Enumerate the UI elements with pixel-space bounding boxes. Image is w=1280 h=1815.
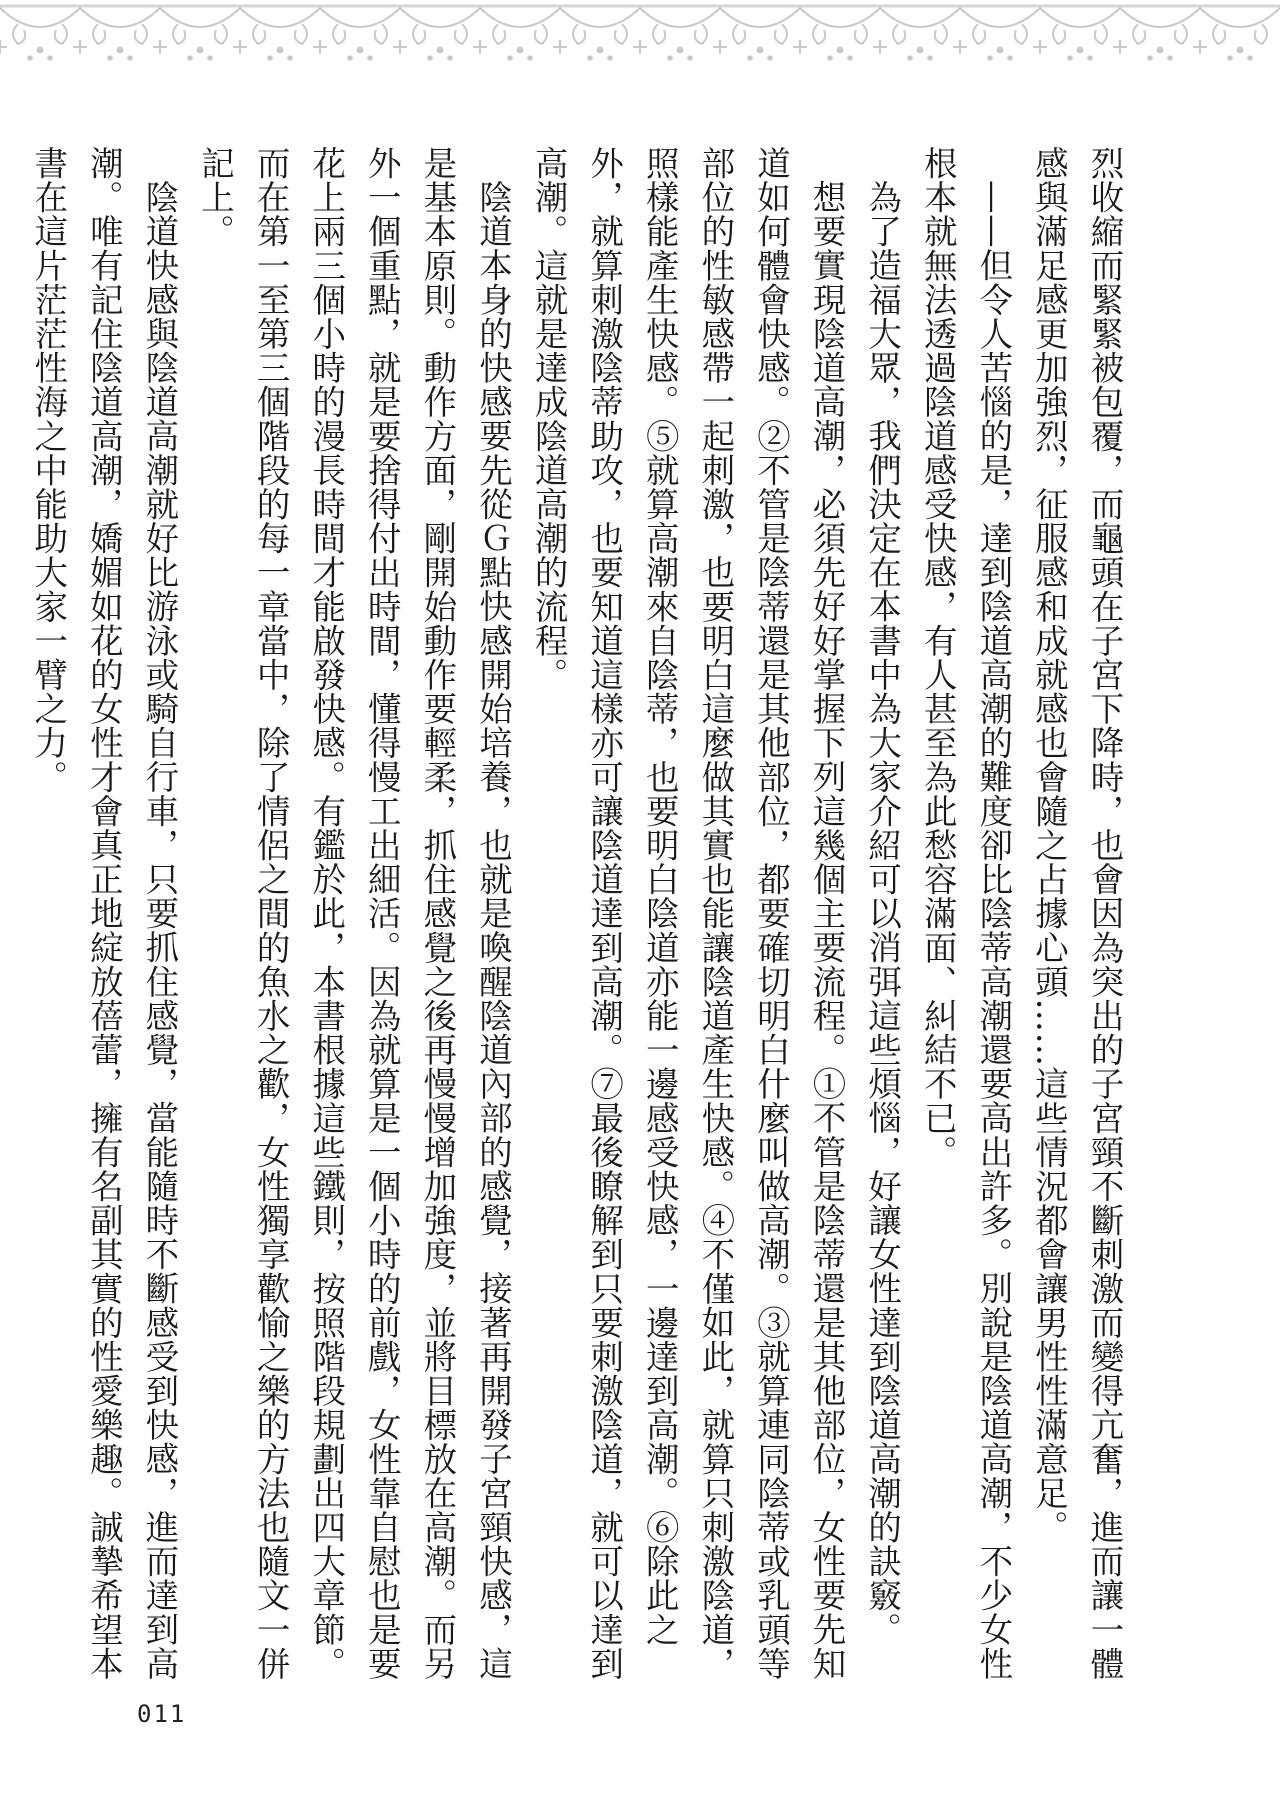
page-number: 011 bbox=[137, 1700, 187, 1728]
paragraph-6: 陰道快感與陰道高潮就好比游泳或騎自行車，只要抓住感覺，當能隨時不斷感受到快感，進而達到高潮。唯有記住陰道高潮，嬌媚如花的女性才會真正地綻放蓓蕾，擁有名副其實的性愛樂趣。誠摯希望本書在這片茫茫性海之中能助大家一臂之力。 bbox=[28, 146, 179, 1681]
paragraph-2: ——但令人苦惱的是，達到陰道高潮的難度卻比陰蒂高潮還要高出許多。別說是陰道高潮，不少女性根本就無法透過陰道感受快感，有人甚至為此愁容滿面、糾結不已。 bbox=[918, 146, 1013, 1680]
paragraph-4: 想要實現陰道高潮，必須先好好掌握下列這幾個主要流程。①不管是陰蒂還是其他部位，女性要先知道如何體會快感。②不管是陰蒂還是其他部位，都要確切明白什麼叫做高潮。③就算連同陰蒂或乳頭等部位的性敏感帶一起刺激，也要明白這麼做其實也能讓陰道產生快感。④不僅如此，就算只刺激陰道，照樣能產生快感。⑤就算高潮來自陰蒂，也要明白陰道亦能一邊感受快感，一邊達到高潮。⑥除此之外，就算刺激陰蒂助攻，也要知道這樣亦可讓陰道達到高潮。⑦最後瞭解到只要刺激陰道，就可以達到高潮。這就是達成陰道高潮的流程。 bbox=[529, 146, 847, 1681]
decorative-lace-border bbox=[0, 0, 1280, 76]
paragraph-1: 烈收縮而緊緊被包覆，而龜頭在子宮下降時，也會因為突出的子宮頸不斷刺激而變得亢奮，進而讓一體感與滿足感更加強烈，征服感和成就感也會隨之占據心頭……這些情況都會讓男性性滿意足。 bbox=[1029, 146, 1124, 1681]
body-text bbox=[28, 146, 1132, 1708]
paragraph-5: 陰道本身的快感要先從Ｇ點快感開始培養，也就是喚醒陰道內部的感覺，接著再開發子宮頸快感，這是基本原則。動作方面，剛開始動作要輕柔，抓住感覺之後再慢慢增加強度，並將目標放在高潮。而另外一個重點，就是要捨得付出時間，懂得慢工出細活。因為就算是一個小時的前戲，女性靠自慰也是要花上兩三個小時的漫長時間才能啟發快感。有鑑於此，本書根據這些鐵則，按照階段規劃出四大章節。而在第一至第三個階段的每一章當中，除了情侶之間的魚水之歡，女性獨享歡愉之樂的方法也隨文一併記上。 bbox=[195, 146, 513, 1681]
paragraph-3: 為了造福大眾，我們決定在本書中為大家介紹可以消弭這些煩惱，好讓女性達到陰道高潮的訣竅。 bbox=[862, 179, 902, 1646]
